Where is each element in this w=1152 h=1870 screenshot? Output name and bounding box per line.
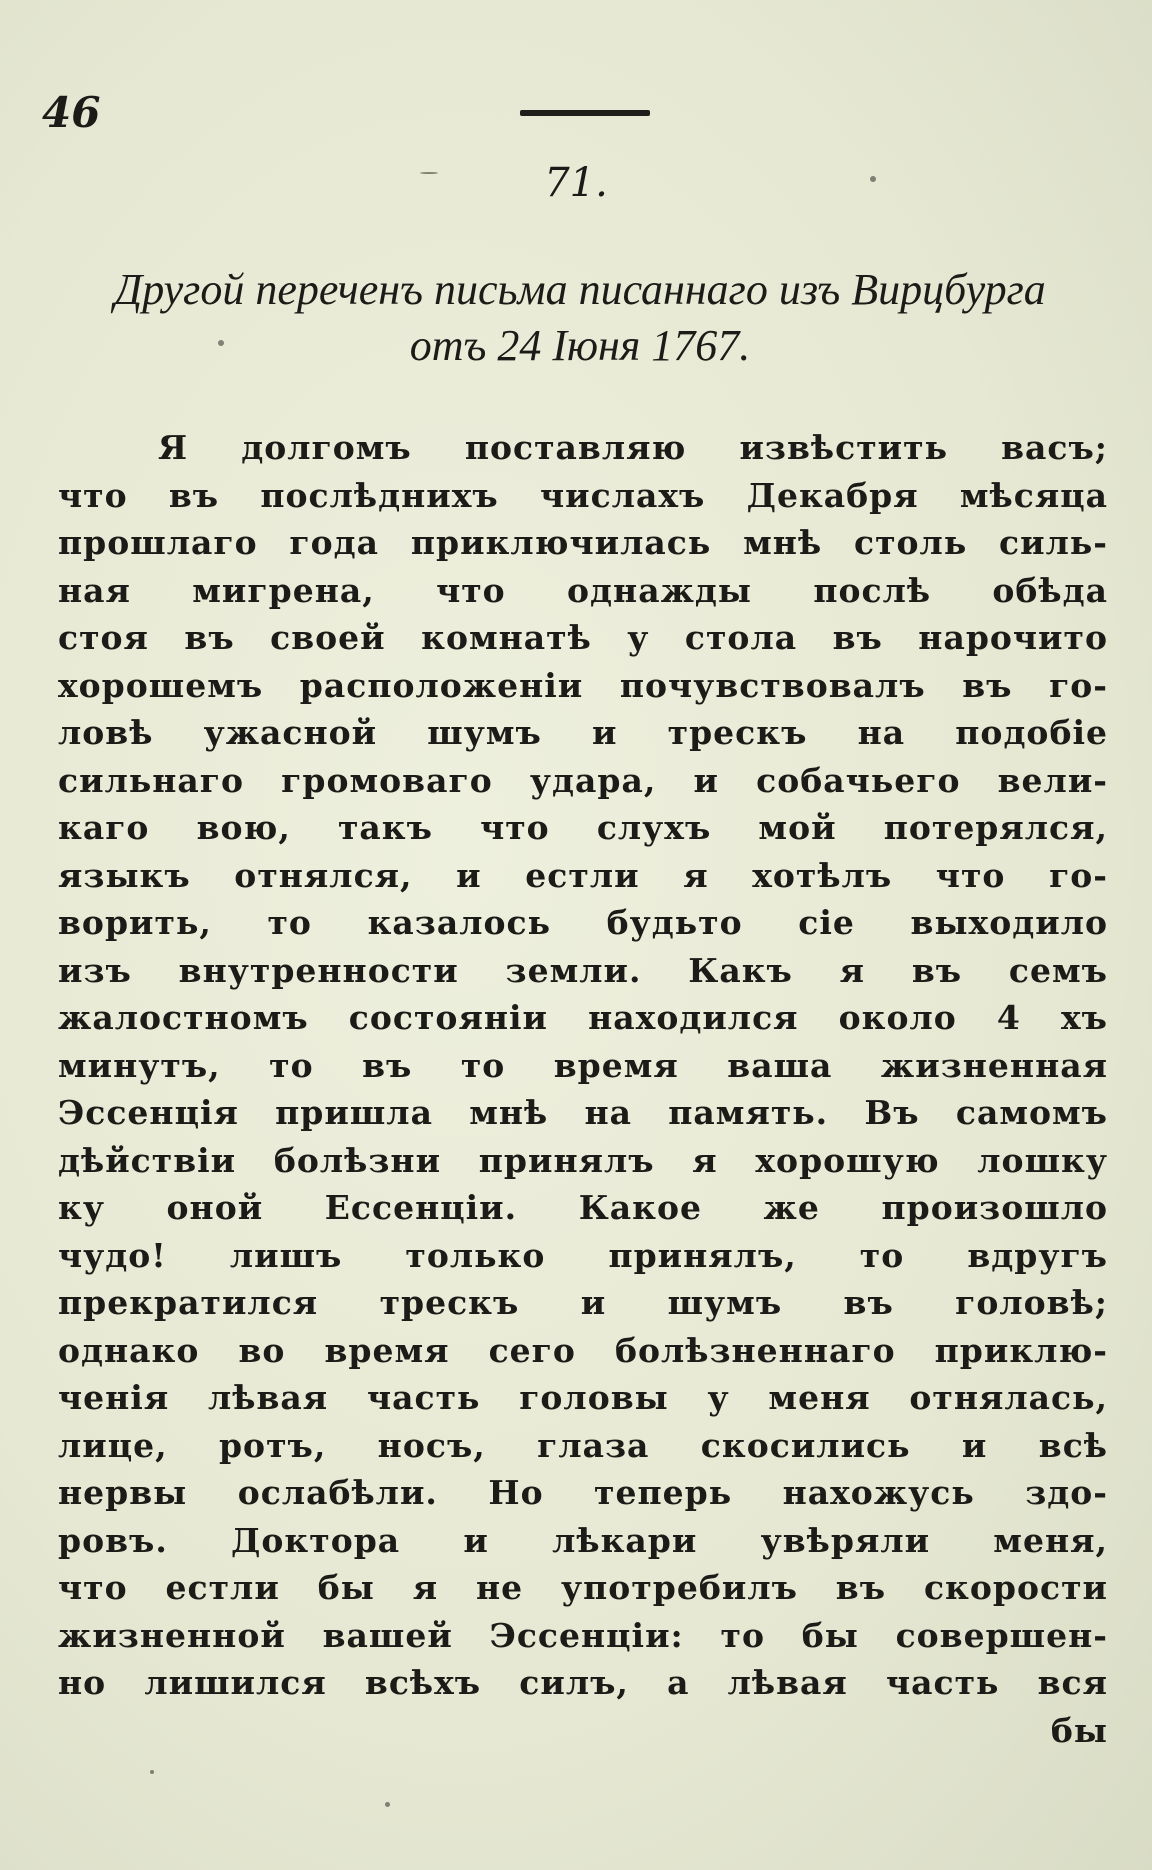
heading-line: Другой переченъ письма писаннаго изъ Вирцбурга (114, 265, 1046, 314)
text-line: однако во время сего болѣзненнаго приклю- (58, 1330, 1108, 1370)
text-line: но лишился всѣхъ силъ, а лѣвая часть вся (58, 1663, 1108, 1702)
catchword: бы (1050, 1710, 1108, 1750)
text-line: прошлаго года приключилась мнѣ столь силь- (58, 523, 1108, 562)
header-rule (520, 110, 650, 116)
text-line: ловѣ ужасной шумъ и трескъ на подобiе (58, 713, 1108, 752)
text-line: ная мигрена, что однажды послѣ обѣда (58, 570, 1108, 610)
paper-speck (870, 176, 876, 182)
text-line: сильнаго громоваго удара, и собачьего вели- (58, 760, 1108, 800)
paper-speck (218, 340, 224, 346)
text-line: что естли бы я не употребилъ въ скорости (58, 1568, 1108, 1607)
text-line: чудо! лишъ только принялъ, то вдругъ (58, 1235, 1108, 1275)
text-line: нервы ослабѣли. Но теперь нахожусь здо- (58, 1473, 1108, 1512)
text-line: ровъ. Доктора и лѣкари увѣряли меня, (58, 1520, 1108, 1560)
text-line: стоя въ своей комнатѣ у стола въ нарочито (58, 618, 1108, 657)
text-line: языкъ отнялся, и естли я хотѣлъ что го- (58, 855, 1108, 895)
text-line: ченiя лѣвая часть головы у меня отнялась, (58, 1378, 1108, 1417)
text-line: хорошемъ расположенiи почувствовалъ въ го- (58, 665, 1108, 705)
text-line: что въ послѣднихъ числахъ Декабря мѣсяца (58, 475, 1108, 515)
text-line: изъ внутренности земли. Какъ я въ семъ (58, 950, 1108, 990)
text-line: дѣйствiи болѣзни принялъ я хорошую лошку (58, 1140, 1108, 1180)
letter-heading (40, 262, 1120, 374)
paper-speck (150, 1770, 154, 1774)
text-line: каго вою, такъ что слухъ мой потерялся, (58, 808, 1108, 847)
section-number: 71. (544, 160, 608, 206)
text-line: прекратился трескъ и шумъ въ головѣ; (58, 1283, 1108, 1322)
text-line: жизненной вашей Эссенцiи: то бы совершен- (58, 1615, 1108, 1655)
text-line: Я долгомъ поставляю извѣстить васъ; (158, 428, 1108, 467)
body-text (58, 424, 1108, 1754)
text-line: жалостномъ состоянiи находился около 4 хъ (58, 998, 1108, 1037)
heading-line: отъ 24 Iюня 1767. (409, 321, 751, 370)
text-line: минутъ, то въ то время ваша жизненная (58, 1045, 1108, 1085)
paper-speck (385, 1802, 390, 1807)
text-line: Эссенцiя пришла мнѣ на память. Въ самомъ (58, 1093, 1108, 1132)
text-line: лице, ротъ, носъ, глаза скосились и всѣ (58, 1425, 1108, 1465)
page-number: 46 (42, 88, 101, 137)
paper-speck (420, 172, 438, 174)
text-line: ку оной Ессенцiи. Какое же произошло (58, 1188, 1108, 1227)
text-line: ворить, то казалось будьто сiе выходило (58, 903, 1108, 942)
